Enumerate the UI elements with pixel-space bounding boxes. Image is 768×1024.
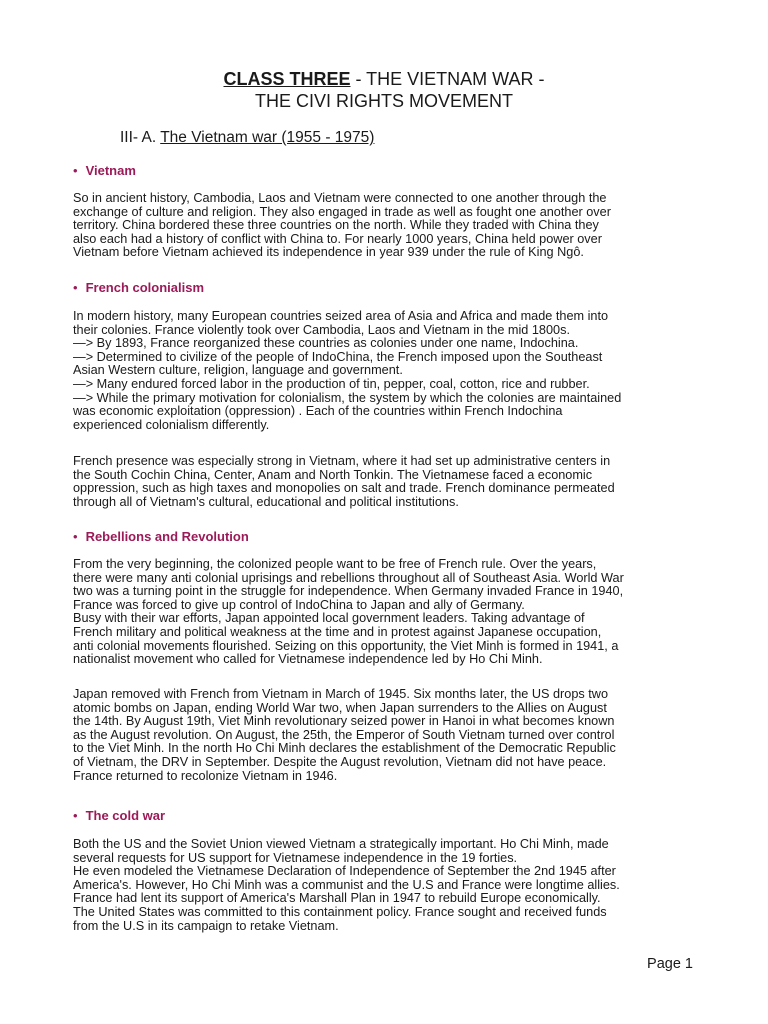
text-line: through all of Vietnam's cultural, educational and political institutions. [73, 494, 459, 509]
text-line: of Vietnam, the DRV in September. Despite the August revolution, Vietnam did not have peace. [73, 754, 607, 769]
section-heading [73, 529, 249, 545]
text-line: France had lent its support of America's Marshall Plan in 1947 to rebuild Europe economically. [73, 891, 601, 906]
text-line: The United States was committed to this containment policy. France sought and received funds [73, 904, 607, 919]
text-line: He even modeled the Vietnamese Declaration of Independence of September the 2nd 1945 after [73, 864, 616, 879]
subsection-heading [120, 128, 374, 147]
text-line: Japan removed with French from Vietnam in March of 1945. Six months later, the US drops two [73, 687, 609, 701]
text-line: territory. China bordered these three countries on the north. While they traded with China they [73, 218, 599, 233]
text-line: France returned to recolonize Vietnam in 1946. [73, 768, 338, 783]
text-line: —> While the primary motivation for colonialism, the system by which the colonies are maintained [73, 390, 622, 405]
text-line: was economic exploitation (oppression) . Each of the countries within French Indochina [73, 404, 563, 419]
text-line: there were many anti colonial uprisings and rebellions throughout all of Southeast Asia. World War [73, 570, 624, 585]
paragraph [73, 688, 733, 783]
title-class-label: CLASS THREE [223, 69, 351, 89]
bullet-icon: • [73, 529, 78, 544]
subsection-prefix: III- A. [120, 129, 161, 146]
text-line: Asian Western culture, religion, language and government. [73, 363, 403, 378]
bullet-icon: • [73, 163, 78, 178]
text-line: their colonies. France violently took over Cambodia, Laos and Vietnam in the mid 1800s. [73, 322, 570, 337]
text-line: So in ancient history, Cambodia, Laos and Vietnam were connected to one another through the [73, 191, 607, 205]
section-heading [73, 808, 165, 824]
text-line: also each had a history of conflict with China to. For nearly 1000 years, China held power over [73, 231, 602, 246]
text-line: —> Many endured forced labor in the production of tin, pepper, coal, cotton, rice and rubber. [73, 376, 590, 391]
paragraph [73, 310, 733, 432]
title-topic: - THE VIETNAM WAR - [350, 69, 545, 89]
bullet-icon: • [73, 280, 78, 295]
page-title [0, 68, 768, 112]
text-line: the South Cochin China, Center, Anam and North Tonkin. The Vietnamese faced a economic [73, 467, 593, 482]
text-line: several requests for US support for Vietnamese independence in the 19 forties. [73, 850, 518, 865]
paragraph [73, 838, 733, 933]
text-line: France was forced to give up control of IndoChina to Japan and ally of Germany. [73, 597, 525, 612]
text-line: From the very beginning, the colonized people want to be free of French rule. Over the years, [73, 557, 597, 571]
paragraph [73, 558, 733, 667]
title-line-1 [0, 68, 768, 90]
text-line: —> By 1893, France reorganized these countries as colonies under one name, Indochina. [73, 336, 579, 351]
text-line: French presence was especially strong in Vietnam, where it had set up administrative centers in [73, 454, 611, 468]
section-heading-label: Rebellions and Revolution [85, 529, 249, 544]
text-line: two was a turning point in the struggle for independence. When Germany invaded France in 1940, [73, 584, 624, 599]
title-line-2: THE CIVI RIGHTS MOVEMENT [254, 91, 513, 111]
text-line: from the U.S in its campaign to retake Vietnam. [73, 918, 339, 933]
text-line: experienced colonialism differently. [73, 417, 270, 432]
section-heading-label: French colonialism [85, 280, 205, 295]
bullet-icon: • [73, 808, 78, 823]
text-line: Both the US and the Soviet Union viewed Vietnam a strategically important. Ho Chi Minh, made [73, 837, 609, 851]
subsection-title: The Vietnam war (1955 - 1975) [160, 129, 375, 146]
section-heading [73, 280, 204, 296]
page-number: Page 1 [647, 956, 693, 972]
section-heading-label: Vietnam [85, 163, 136, 178]
text-line: In modern history, many European countries seized area of Asia and Africa and made them into [73, 309, 609, 323]
paragraph [73, 192, 733, 260]
text-line: the 14th. By August 19th, Viet Minh revolutionary seized power in Hanoi in what becomes known [73, 714, 615, 729]
text-line: nationalist movement who called for Vietnamese independence led by Ho Chi Minh. [73, 652, 543, 667]
text-line: to the Viet Minh. In the north Ho Chi Minh declares the establishment of the Democratic Republic [73, 741, 616, 756]
section-heading-label: The cold war [85, 808, 166, 823]
text-line: atomic bombs on Japan, ending World War two, when Japan surrenders to the Allies on August [73, 700, 607, 715]
text-line: Busy with their war efforts, Japan appointed local government leaders. Taking advantage of [73, 611, 585, 626]
text-line: French military and political weakness at the time and in protest against Japanese occupation, [73, 624, 602, 639]
text-line: America's. However, Ho Chi Minh was a communist and the U.S and France were longtime allies. [73, 877, 620, 892]
text-line: exchange of culture and religion. They also engaged in trade as well as fought one another over [73, 204, 611, 219]
section-heading [73, 163, 136, 179]
text-line: as the August revolution. On August, the 25th, the Emperor of South Vietnam turned over control [73, 727, 615, 742]
text-line: —> Determined to civilize of the people of IndoChina, the French imposed upon the Southeast [73, 349, 603, 364]
text-line: oppression, such as high taxes and monopolies on salt and trade. French dominance permeated [73, 481, 615, 496]
text-line: anti colonial movements flourished. Seizing on this opportunity, the Viet Minh is formed in 1941, a [73, 638, 619, 653]
text-line: Vietnam before Vietnam achieved its independence in year 939 under the rule of King Ngô. [73, 245, 584, 260]
paragraph [73, 455, 733, 509]
